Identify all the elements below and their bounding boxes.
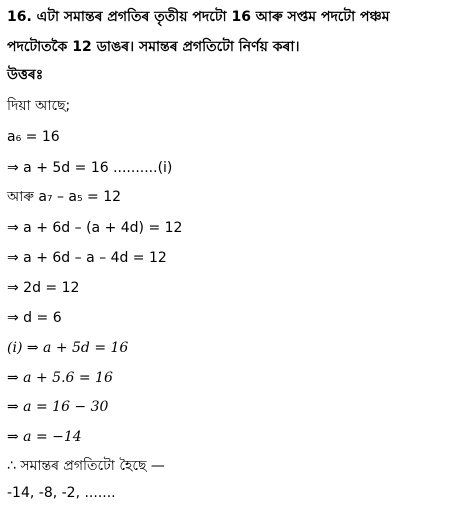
- step-10: ⇒ a = 16 − 30: [7, 399, 109, 415]
- step-3: আৰু a₇ – a₅ = 12: [7, 189, 122, 205]
- given-label: দিয়া আছে;: [7, 98, 71, 114]
- question-line-1: 16. এটা সমান্তৰ প্ৰগতিৰ তৃতীয় পদটো 16 আৰু সপ্তম পদটো পঞ্চম: [7, 9, 390, 25]
- step-7: ⇒ d = 6: [7, 310, 62, 326]
- step-1: a₆ = 16: [7, 129, 60, 145]
- step-4: ⇒ a + 6d – (a + 4d) = 12: [7, 220, 183, 236]
- step-6: ⇒ 2d = 12: [7, 280, 80, 296]
- step-8: (i) ⇒ a + 5d = 16: [7, 340, 129, 356]
- conclusion: ∴ সমান্তৰ প্ৰগতিটো হৈছে —: [7, 458, 165, 474]
- step-2: ⇒ a + 5d = 16 ..........(i): [7, 160, 173, 176]
- step-9: ⇒ a + 5.6 = 16: [7, 370, 113, 386]
- sequence: -14, -8, -2, .......: [7, 485, 116, 501]
- answer-label: উত্তৰঃ: [7, 67, 44, 83]
- question-line-2: পদটোতকৈ 12 ডাঙৰ। সমান্তৰ প্ৰগতিটো নিৰ্ণয় কৰা।: [7, 39, 300, 55]
- step-5: ⇒ a + 6d – a – 4d = 12: [7, 250, 167, 266]
- step-11: ⇒ a = −14: [7, 429, 82, 445]
